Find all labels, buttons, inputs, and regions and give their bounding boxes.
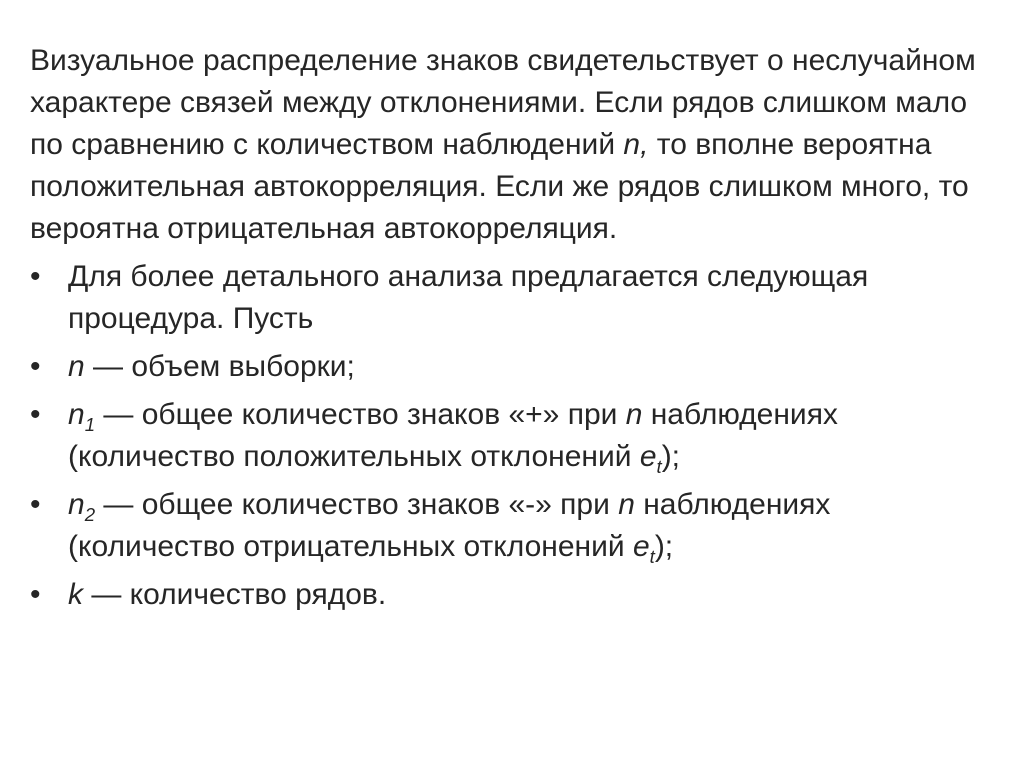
variable-symbol: n <box>68 488 85 521</box>
bullet-icon: • <box>30 488 41 521</box>
variable-k: k <box>68 578 83 611</box>
variable-symbol: n <box>68 398 85 431</box>
bullet-text: — общее количество знаков «-» при <box>95 488 619 521</box>
bullet-text: наблюдениях (количество положительных отклонений <box>68 398 838 473</box>
list-item <box>30 574 1002 616</box>
bullet-icon: • <box>30 260 41 293</box>
variable-subscript: 2 <box>84 504 96 525</box>
variable-symbol: e <box>632 530 650 563</box>
slide-content <box>30 40 1002 616</box>
variable-et <box>632 530 655 567</box>
variable-et <box>639 440 662 477</box>
list-item <box>30 394 1002 478</box>
bullet-text: наблюдениях (количество отрицательных отклонений <box>68 488 831 563</box>
list-item <box>30 256 1002 340</box>
variable-n2 <box>68 488 96 525</box>
bullet-list <box>30 256 1002 616</box>
bullet-icon: • <box>30 398 41 431</box>
bullet-text: ); <box>661 440 681 473</box>
bullet-icon: • <box>30 578 41 611</box>
variable-subscript: t <box>656 456 662 477</box>
variable-subscript: t <box>649 546 655 567</box>
bullet-text: Для более детального анализа предлагается следующая процедура. Пусть <box>68 260 869 335</box>
variable-n: n <box>68 350 85 383</box>
intro-variable-n: n, <box>623 128 649 161</box>
bullet-text: — объем выборки; <box>84 350 355 383</box>
intro-paragraph <box>30 40 1002 250</box>
variable-subscript: 1 <box>84 414 96 435</box>
list-item <box>30 346 1002 388</box>
variable-n1 <box>68 398 96 435</box>
intro-text-part2: то вполне вероятна положительная автокорреляция. Если же рядов слишком много, то вероятна отрицательная автокорреляция. <box>30 128 969 245</box>
intro-text-part1: Визуальное распределение знаков свидетельствует о неслучайном характере связей между отклонениями. Если рядов слишком мало по сравнению с количеством наблюдений <box>30 44 976 161</box>
bullet-text: ); <box>654 530 674 563</box>
bullet-icon: • <box>30 350 41 383</box>
bullet-text: — количество рядов. <box>83 578 387 611</box>
variable-symbol: e <box>639 440 657 473</box>
list-item <box>30 484 1002 568</box>
variable-n: n <box>618 488 635 521</box>
bullet-text: — общее количество знаков «+» при <box>95 398 626 431</box>
variable-n: n <box>625 398 643 431</box>
